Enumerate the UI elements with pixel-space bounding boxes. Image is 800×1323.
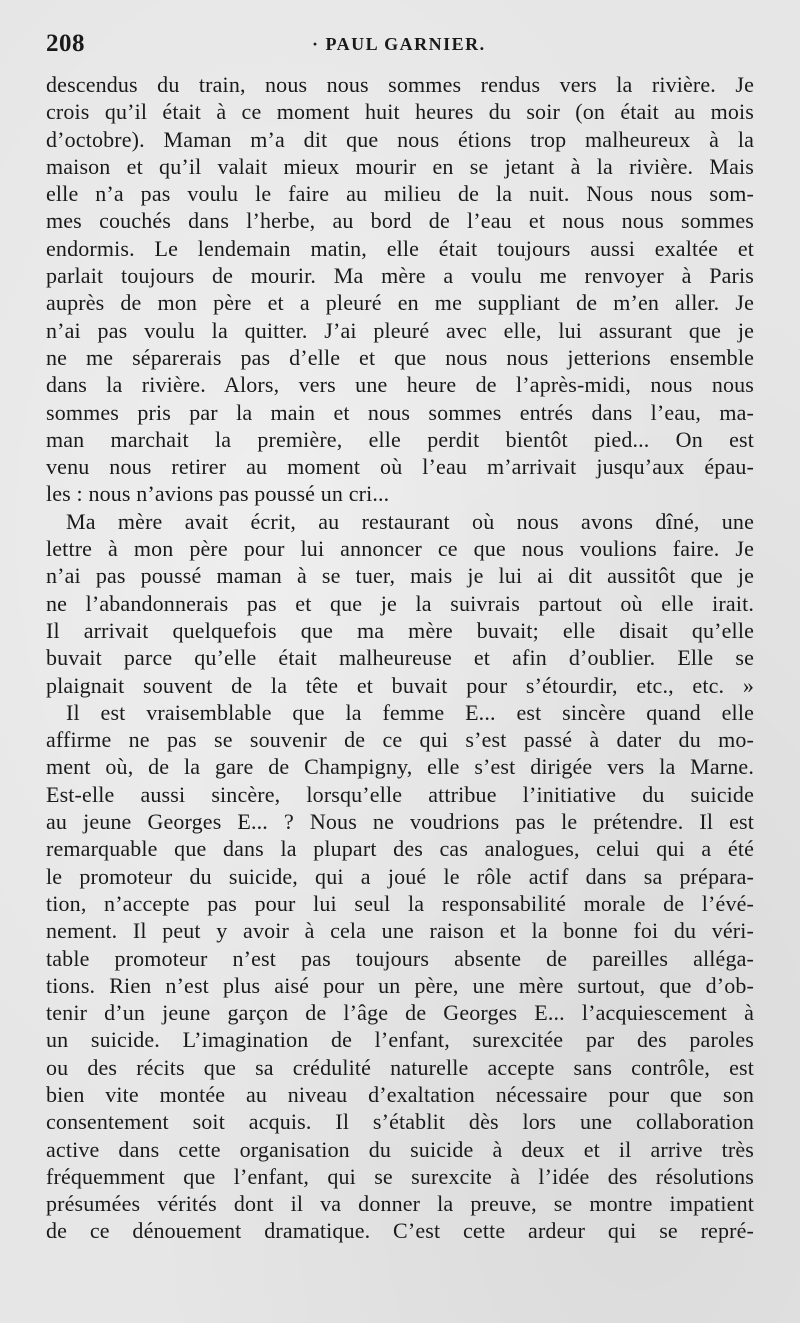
running-head [46, 30, 754, 60]
text-line: crois qu’il était à ce moment huit heures du soir (on était au mois [46, 99, 754, 125]
text-line: buvait parce qu’elle était malheureuse et afin d’oublier. Elle se [46, 645, 754, 671]
text-line: Il est vraisemblable que la femme E... est sincère quand elle [66, 699, 754, 725]
text-line: Est-elle aussi sincère, lorsqu’elle attribue l’initiative du suicide [46, 781, 754, 807]
text-line: n’ai pas poussé maman à se tuer, mais je lui ai dit aussitôt que je [46, 563, 754, 589]
text-line: Ma mère avait écrit, au restaurant où nous avons dîné, une [66, 508, 754, 534]
running-title: · PAUL GARNIER. [312, 34, 486, 54]
text-line: présumées vérités dont il va donner la preuve, se montre impatient [46, 1191, 754, 1217]
text-line: consentement soit acquis. Il s’établit dès lors une collaboration [46, 1109, 754, 1135]
text-line: ne me séparerais pas d’elle et que nous nous jetterions ensemble [46, 344, 754, 370]
text-line: dans la rivière. Alors, vers une heure de l’après-midi, nous nous [46, 372, 754, 398]
text-line: remarquable que dans la plupart des cas analogues, celui qui a été [46, 836, 754, 862]
text-line: sommes pris par la main et nous sommes entrés dans l’eau, ma- [46, 399, 754, 425]
text-line: tion, n’accepte pas pour lui seul la responsabilité morale de l’évé- [46, 890, 754, 916]
text-line: les : nous n’avions pas poussé un cri... [46, 481, 390, 507]
text-line: d’octobre). Maman m’a dit que nous étions trop malheureux à la [46, 126, 754, 152]
text-line: ment où, de la gare de Champigny, elle s’est dirigée vers la Marne. [46, 754, 754, 780]
text-line: nement. Il peut y avoir à cela une raison et la bonne foi du véri- [46, 918, 754, 944]
text-line: le promoteur du suicide, qui a joué le rôle actif dans sa prépara- [46, 863, 754, 889]
body-text [46, 71, 754, 1245]
paragraph [46, 508, 754, 699]
text-line: venu nous retirer au moment où l’eau m’arrivait jusqu’aux épau- [46, 454, 754, 480]
text-line: table promoteur n’est pas toujours absente de pareilles alléga- [46, 945, 754, 971]
text-line: parlait toujours de mourir. Ma mère a voulu me renvoyer à Paris [46, 263, 754, 289]
text-line: descendus du train, nous nous sommes rendus vers la rivière. Je [46, 72, 754, 97]
text-line: tenir d’un jeune garçon de l’âge de Georges E... l’acquiescement à [46, 1000, 754, 1026]
text-line: elle n’a pas voulu le faire au milieu de la nuit. Nous nous som- [46, 181, 754, 207]
text-line: active dans cette organisation du suicide à deux et il arrive très [46, 1136, 754, 1162]
text-line: endormis. Le lendemain matin, elle était toujours aussi exaltée et [46, 235, 754, 261]
text-line: tions. Rien n’est plus aisé pour un père, une mère surtout, que d’ob- [46, 972, 754, 998]
paragraph [46, 71, 754, 508]
text-line: n’ai pas voulu la quitter. J’ai pleuré avec elle, lui assurant que je [46, 317, 754, 343]
page-number: 208 [46, 30, 85, 57]
text-line: mes couchés dans l’herbe, au bord de l’eau et nous nous sommes [46, 208, 754, 234]
text-line: ne l’abandonnerais pas et que je la suivrais partout où elle irait. [46, 590, 754, 616]
text-line: au jeune Georges E... ? Nous ne voudrions pas le prétendre. Il est [46, 809, 754, 835]
paragraph [46, 699, 754, 1245]
text-line: plaignait souvent de la tête et buvait pour s’étourdir, etc., etc. » [46, 672, 754, 698]
text-line: affirme ne pas se souvenir de ce qui s’est passé à dater du mo- [46, 727, 754, 753]
text-line: un suicide. L’imagination de l’enfant, surexcitée par des paroles [46, 1027, 754, 1053]
text-line: maison et qu’il valait mieux mourir en se jetant à la rivière. Mais [46, 153, 754, 179]
text-line: man marchait la première, elle perdit bientôt pied... On est [46, 426, 754, 452]
text-line: lettre à mon père pour lui annoncer ce que nous voulions faire. Je [46, 536, 754, 562]
text-line: bien vite montée au niveau d’exaltation nécessaire pour que son [46, 1081, 754, 1107]
text-line: de ce dénouement dramatique. C’est cette ardeur qui se repré- [46, 1218, 754, 1244]
text-line: auprès de mon père et a pleuré en me suppliant de m’en aller. Je [46, 290, 754, 316]
text-line: fréquemment que l’enfant, qui se surexcite à l’idée des résolutions [46, 1163, 754, 1189]
text-line: ou des récits que sa crédulité naturelle accepte sans contrôle, est [46, 1054, 754, 1080]
text-line: Il arrivait quelquefois que ma mère buvait; elle disait qu’elle [46, 617, 754, 643]
